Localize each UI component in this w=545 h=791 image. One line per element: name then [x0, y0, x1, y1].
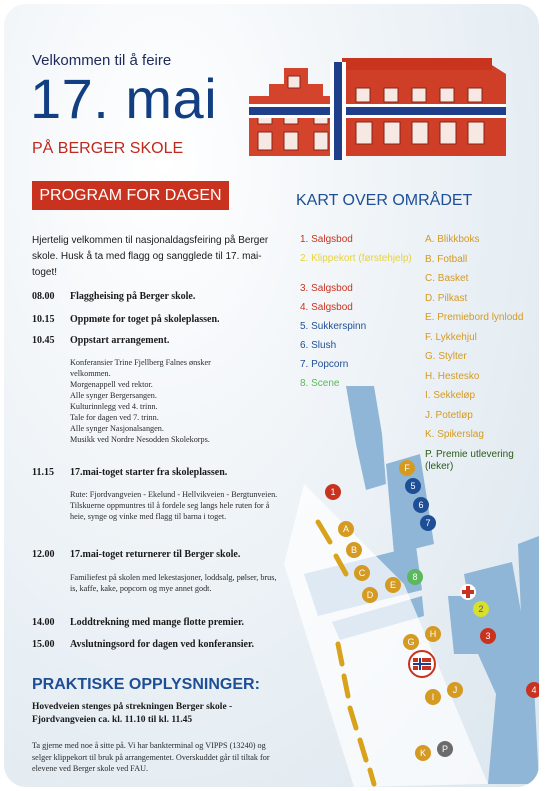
practical-info-text: Ta gjerne med noe å sitte på. Vi har bankterminal og VIPPS (13240) og selger klippekort til bruk på arrangementet. Overskuddet går til tiltak for elevene ved Berger skole ved FAU.: [32, 741, 270, 773]
program-intro: Hjertelig velkommen til nasjonaldagsfeiring på Berger skole. Husk å ta med flagg og sangglede til 17. mai-toget!: [32, 235, 269, 278]
school-building-illustration: [244, 44, 514, 169]
program-time: 14.00: [32, 617, 55, 628]
legend-item: C. Basket: [425, 273, 469, 284]
welcome-text: Velkommen til å feire: [32, 52, 172, 69]
legend-item: 7. Popcorn: [300, 359, 349, 370]
legend-item: A. Blikkboks: [425, 234, 480, 245]
legend-item: 2. Klippekort (førstehjelp): [300, 253, 412, 264]
program-event: 17.mai-toget starter fra skoleplassen.: [70, 467, 228, 478]
legend-item: I. Sekkeløp: [425, 390, 476, 401]
program-details-1115: Rute: Fjordvangveien - Ekelund - Hellvikveien - Bergtunveien. Tilskuerne oppmuntres til å fordele seg langs hele ruten for å heie, synge og vinke med flagg til barna i toget.: [70, 490, 278, 521]
poster: [4, 4, 539, 787]
legend-item: G. Stylter: [425, 351, 467, 362]
map-marker-E: E: [385, 577, 401, 593]
map-marker-F: F: [399, 460, 415, 476]
legend-item: 4. Salgsbod: [300, 302, 353, 313]
program-time: 10.15: [32, 314, 55, 325]
area-map: [274, 364, 539, 787]
map-marker-4: 4: [526, 682, 539, 698]
map-marker-1: 1: [325, 484, 341, 500]
map-marker-8: 8: [407, 569, 423, 585]
legend-item: J. Potetløp: [425, 409, 473, 421]
legend-item: 6. Slush: [300, 340, 337, 351]
map-marker-3: 3: [480, 628, 496, 644]
detail-line: Tale for dagen ved 7. trinn.: [70, 413, 159, 422]
detail-line: Morgenappell ved rektor.: [70, 380, 153, 389]
legend-item: D. Pilkast: [425, 292, 468, 304]
program-event: Avslutningsord for dagen ved konferansier.: [70, 639, 255, 650]
map-marker-C: C: [354, 565, 370, 581]
school-subtitle: PÅ BERGER SKOLE: [32, 140, 184, 157]
map-marker-P: P: [437, 741, 453, 757]
map-marker-G: G: [403, 634, 419, 650]
legend-item: 5. Sukkerspinn: [300, 321, 367, 332]
program-event: Loddtrekning med mange flotte premier.: [70, 617, 244, 628]
detail-line: Musikk ved Nordre Nesodden Skolekorps.: [70, 435, 210, 444]
map-marker-7: 7: [420, 515, 436, 531]
legend-item: 1. Salgsbod: [300, 234, 353, 245]
map-marker-2: 2: [473, 601, 489, 617]
practical-info-road-closure: Hovedveien stenges på strekningen Berger skole - Fjordvangveien ca. kl. 11.10 til kl. 11.45: [32, 702, 233, 725]
program-time: 10.45: [32, 335, 55, 346]
legend-item: P. Premie utlevering (leker): [425, 448, 514, 472]
program-details-1045: [70, 357, 285, 445]
map-marker-5: 5: [405, 478, 421, 494]
legend-item: K. Spikerslag: [425, 429, 484, 440]
detail-line: Konferansier Trine Fjellberg Falnes ønsker: [70, 358, 211, 367]
map-marker-6: 6: [413, 497, 429, 513]
program-time: 12.00: [32, 549, 55, 560]
legend-item: 3. Salgsbod: [300, 283, 353, 294]
detail-line: Kulturinnlegg ved 4. trinn.: [70, 402, 158, 411]
program-time: 11.15: [32, 467, 54, 478]
map-marker-J: J: [447, 682, 463, 698]
program-event: Oppstart arrangement.: [70, 335, 170, 346]
detail-line: Alle synger Nasjonalsangen.: [70, 424, 164, 433]
program-details-1200: Familiefest på skolen med lekestasjoner, loddsalg, pølser, brus, is, kaffe, kake, popcorn og mye annet godt.: [70, 573, 277, 593]
map-marker-A: A: [338, 521, 354, 537]
map-marker-I: I: [425, 689, 441, 705]
map-marker-H: H: [425, 626, 441, 642]
legend-item: E. Premiebord lynlodd: [425, 312, 524, 323]
date-title: 17. mai: [30, 67, 218, 130]
map-marker-B: B: [346, 542, 362, 558]
legend-item: B. Fotball: [425, 253, 468, 265]
map-marker-D: D: [362, 587, 378, 603]
program-time: 08.00: [32, 291, 55, 302]
detail-line: velkommen.: [70, 369, 111, 378]
map-marker-K: K: [415, 745, 431, 761]
practical-info-heading: PRAKTISKE OPPLYSNINGER:: [32, 676, 260, 693]
program-heading: PROGRAM FOR DAGEN: [32, 181, 229, 210]
legend-item: 8. Scene: [300, 378, 340, 389]
map-heading: KART OVER OMRÅDET: [296, 192, 473, 209]
program-event: 17.mai-toget returnerer til Berger skole.: [70, 549, 241, 560]
detail-line: Alle synger Bergersangen.: [70, 391, 157, 400]
program-time: 15.00: [32, 639, 55, 650]
legend-item: F. Lykkehjul: [425, 331, 477, 343]
legend-item: H. Hestesko: [425, 370, 480, 382]
program-event: Oppmøte for toget på skoleplassen.: [70, 314, 220, 325]
program-event: Flaggheising på Berger skole.: [70, 291, 196, 302]
